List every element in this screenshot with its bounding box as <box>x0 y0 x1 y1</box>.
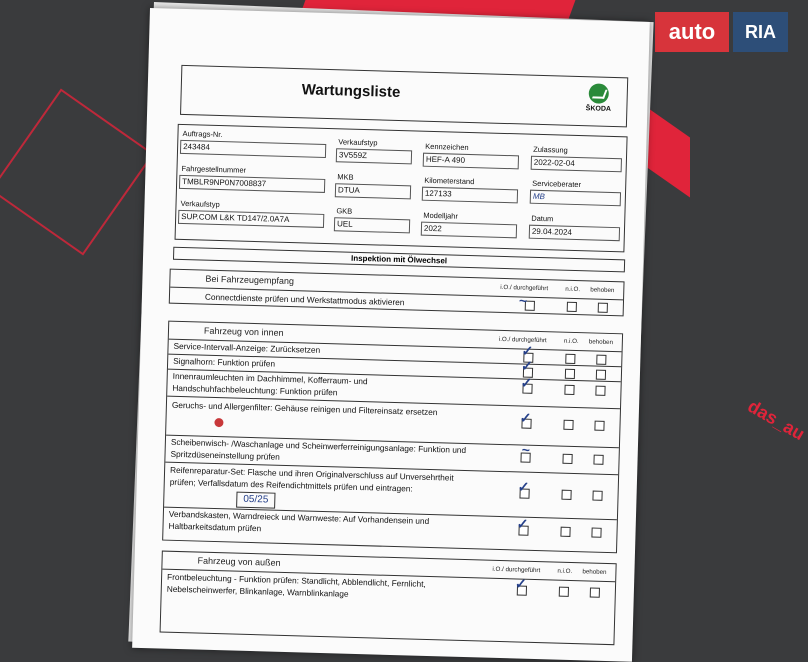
section-empfang <box>169 269 625 317</box>
section-title: Fahrzeug von innen <box>203 325 284 338</box>
auftrag-label: Auftrags-Nr. <box>182 128 223 140</box>
autoria-logo <box>655 12 788 52</box>
nio-checkbox[interactable] <box>562 454 572 464</box>
checkmark-icon: ~ <box>521 441 531 458</box>
checkmark-icon: ✓ <box>519 409 532 426</box>
kennzeichen-value: HEF-A 490 <box>423 153 519 170</box>
row-text: Connectdienste prüfen und Werkstattmodus aktivieren <box>204 291 405 308</box>
verkaufstyp2-value: SUP.COM L&K TD147/2.0A7A <box>178 210 324 228</box>
fahrgestell-label: Fahrgestellnummer <box>181 163 247 175</box>
beh-checkbox[interactable] <box>596 370 606 380</box>
skoda-logo <box>578 83 619 113</box>
mkb-value: DTUA <box>335 183 411 199</box>
checkmark-icon: ~ <box>518 292 528 309</box>
berater-label: Serviceberater <box>532 178 582 190</box>
modelljahr-value: 2022 <box>421 222 517 239</box>
checkmark-icon: ✓ <box>521 342 534 359</box>
section-innen <box>162 321 623 554</box>
datum-value: 29.04.2024 <box>529 225 620 242</box>
title-box <box>180 65 628 127</box>
verkaufstyp-label: Verkaufstyp <box>338 137 378 148</box>
col-io: i.O./ durchgeführt <box>500 283 549 293</box>
nio-checkbox[interactable] <box>563 420 573 430</box>
row-text: Innenraumleuchten im Dachhimmel, Kofferraum- und Handschuhfachbeleuchtung: Funktion prüfen <box>172 370 368 398</box>
nio-checkbox[interactable] <box>559 587 569 597</box>
beh-checkbox[interactable] <box>593 455 603 465</box>
row-text: Scheibenwisch- /Waschanlage und Scheinwerferreinigungsanlage: Funktion und Spritzdüseneinstellung prüfen <box>170 436 467 462</box>
gkb-value: UEL <box>334 217 410 233</box>
beh-checkbox[interactable] <box>595 386 605 396</box>
checkmark-icon: ✓ <box>520 374 533 391</box>
modelljahr-label: Modelljahr <box>423 210 459 221</box>
row-text: Geruchs- und Allergenfilter: Gehäuse reinigen und Filtereinsatz ersetzen <box>171 399 438 418</box>
row-text: Service-Intervall-Anzeige: Zurücksetzen <box>173 340 321 355</box>
nio-checkbox[interactable] <box>565 369 575 379</box>
beh-checkbox[interactable] <box>598 303 608 313</box>
nio-checkbox[interactable] <box>560 527 570 537</box>
col-io: i.O./ durchgeführt <box>498 335 547 345</box>
skoda-arrow-icon <box>589 83 610 104</box>
km-value: 127133 <box>422 187 518 204</box>
col-beh: behoben <box>588 338 614 347</box>
inspection-title: Inspektion mit Ölwechsel <box>173 247 625 273</box>
auftrag-value: 243484 <box>180 140 326 158</box>
nio-checkbox[interactable] <box>565 354 575 364</box>
checkmark-icon: ✓ <box>517 478 530 495</box>
section-title: Bei Fahrzeugempfang <box>205 273 295 287</box>
datum-label: Datum <box>531 213 554 224</box>
brand-name: ŠKODA <box>585 105 612 113</box>
section-title: Fahrzeug von außen <box>197 555 281 568</box>
checkmark-icon: ✓ <box>514 575 528 592</box>
col-beh: behoben <box>590 286 615 295</box>
row-text: Verbandskasten, Warndreieck und Warnweste: Auf Vorhandensein und Haltbarkeitsdatum prüfen <box>168 508 430 534</box>
row-text: Frontbeleuchtung - Funktion prüfen: Standlicht, Abblendlicht, Fernlicht, Nebelscheinwerfer, Blinkanlage, Warnblinkanlage <box>166 571 426 599</box>
beh-checkbox[interactable] <box>590 588 600 598</box>
side-text: das_au <box>744 395 808 445</box>
col-nio: n.i.O. <box>557 567 573 576</box>
autoria-auto: auto <box>655 12 729 52</box>
section-aussen <box>160 551 617 646</box>
checkmark-icon: ✓ <box>520 357 534 374</box>
mkb-label: MKB <box>337 172 354 182</box>
beh-checkbox[interactable] <box>591 528 601 538</box>
col-io: i.O./ durchgeführt <box>492 565 541 575</box>
beh-checkbox[interactable] <box>594 421 604 431</box>
zulassung-value: 2022-02-04 <box>531 156 622 173</box>
fahrgestell-value: TMBLR9NP0N7008837 <box>179 175 325 193</box>
vehicle-info <box>175 124 628 253</box>
nio-checkbox[interactable] <box>561 490 571 500</box>
sticker-dot <box>214 418 223 427</box>
col-nio: n.i.O. <box>565 285 581 294</box>
autoria-ria: RIA <box>733 12 788 52</box>
gkb-label: GKB <box>336 206 353 216</box>
nio-checkbox[interactable] <box>564 385 574 395</box>
col-beh: behoben <box>582 568 607 576</box>
km-label: Kilometerstand <box>424 175 475 187</box>
bg-pattern <box>0 89 154 256</box>
checkmark-icon: ✓ <box>516 515 529 532</box>
beh-checkbox[interactable] <box>596 355 606 365</box>
document-title: Wartungsliste <box>301 81 401 102</box>
verkaufstyp-value: 3V559Z <box>336 148 412 164</box>
row-text: Signalhorn: Funktion prüfen <box>173 355 276 369</box>
col-nio: n.i.O. <box>563 337 579 346</box>
kennzeichen-label: Kennzeichen <box>425 141 469 152</box>
nio-checkbox[interactable] <box>567 302 577 312</box>
berater-value: MB <box>530 190 621 207</box>
verkaufstyp2-label: Verkaufstyp <box>180 198 220 210</box>
zulassung-label: Zulassung <box>533 144 568 155</box>
beh-checkbox[interactable] <box>592 491 602 501</box>
row-text: Reifenreparatur-Set: Flasche und ihren Originalverschluss auf Unversehrtheit prüfen; Verfallsdatum des Reifendichtmittels prüfen und eintragen: <box>169 464 454 494</box>
expiry-date-entry[interactable]: 05/25 <box>236 492 275 509</box>
document-page <box>132 8 650 662</box>
